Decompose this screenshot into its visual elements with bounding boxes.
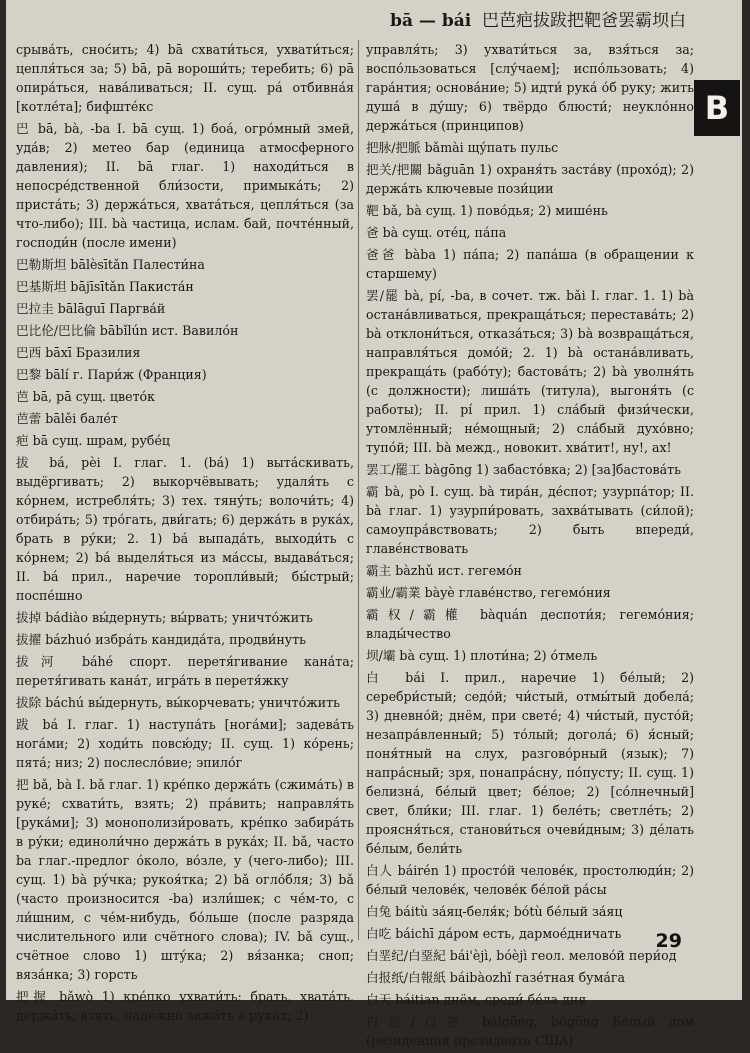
dictionary-entry: 巴基斯坦 bājīsītǎn Пакиста́н [16,279,194,294]
right-column [366,40,694,1053]
dictionary-entry: 白报纸/白報紙 báibàozhǐ газе́тная бума́га [366,970,625,985]
dictionary-entry: управля́ть; 3) ухвати́ться за, взя́ться за; воспо́льзоваться [слу́чаем]; испо́льзовать; 4) гара́нтия; основа́ние; 5) идти́ рука́ о́б руку; жить душа́ в ду́шу; 6) твёрдо блюсти́; неукло́нно держа́ться (принципов) [366,42,694,133]
dictionary-entry: 罢工/罷工 bàgōng 1) забасто́вка; 2) [за]бастова́ть [366,462,681,477]
thumb-index-tab: B [694,80,740,136]
dictionary-entry: 白兔 báitù за́яц-беля́к; bótù бе́лый за́яц [366,904,623,919]
dictionary-entry: 罢/罷 bà, pí, -ba, в сочет. тж. bǎi I. глаг. 1. 1) bà остана́вливаться, прекраща́ться; перестава́ть; 2) bà отклони́ться, отказа́ться; 3) bà возвраща́ться, направля́ться домо́й; 2. 1) bà остана́вливать, прекраща́ть (рабо́ту); бастова́ть; 2) bà уволня́ть (с должности); лиша́ть (титула), выгоня́ть (с работы); II. pí прил. 1) сла́бый физи́чески, утомлённый; не́мощный; 2) сла́бый духо́вно; тупо́й; III. bà межд., новокит. хва́тит!, ну!, ах! [366,288,694,455]
dictionary-entry: 白吃 báichī да́ром есть, дармое́дничать [366,926,622,941]
dictionary-entry: 巴 bā, bà, -ba I. bā сущ. 1) боа́, огро́мный змей, уда́в; 2) метео бар (единица атмосферного давления); II. bā глаг. 1) находи́ться в непосре́дственной бли́зости, примыка́ть; 2) приста́ть; 3) держа́ться, хвата́ться, цепля́ться (за что-либо); III. bà частица, ислам. бай, почте́нный, господи́н (после имени) [16,121,354,250]
dictionary-entry: срыва́ть, снос́ить; 4) bā схвати́ться, ухвати́ться; цепля́ться за; 5) bā, pā вороши́ть; теребить; 6) pā опира́ться, нава́ливаться; II. сущ. pá отбивна́я [котле́та]; бифште́кс [16,42,354,114]
page-number: 29 [655,930,682,952]
page-header [390,6,686,31]
dictionary-entry: 拔擢 bázhuó избра́ть кандида́та, продви́нуть [16,632,307,647]
dictionary-entry: 霸 bà, pò I. сущ. bà тира́н, де́спот; узурпа́тор; II. bà глаг. 1) узурпи́ровать, захва́тывать (си́лой); самоупра́вствовать; 2) быть впереди́, главе́нствовать [366,484,694,556]
dictionary-entry: 爸 bà сущ. оте́ц, па́па [366,225,507,240]
dictionary-entry: 霸权/霸權 bàquán деспоти́я; гегемо́ния; влады́чество [366,607,694,641]
header-characters: 巴芭疤拔跋把靶爸罢霸坝白 [482,11,686,31]
dictionary-entry: 芭 bā, pā сущ. цвето́к [16,389,155,404]
dictionary-entry: 拔河 báhé спорт. перетя́гивание кана́та; перетя́гивать кана́т, игра́ть в перетя́жку [16,654,354,688]
dictionary-entry: 巴比伦/巴比倫 bābǐlún ист. Вавило́н [16,323,239,338]
dictionary-entry: 巴西 bāxī Бразилия [16,345,141,360]
dictionary-entry: 爸爸 bàba 1) па́па; 2) папа́ша (в обращении к старшему) [366,247,694,281]
header-pinyin-range: bā — bái [390,11,472,31]
dictionary-entry: 芭蕾 bālěi бале́т [16,411,118,426]
left-column [16,40,354,1028]
dictionary-entry: 白宫/白宮 báigōng, bógōng Бе́лый дом (резиденция президента США) [366,1014,694,1048]
column-divider [358,40,359,940]
dictionary-entry: 白 bái I. прил., наречие 1) бе́лый; 2) серебри́стый; седо́й; чи́стый, отмы́тый добела́; 3) дневно́й; днём, при свете́; 4) чи́стый, пусто́й; незапра́вленный; 5) то́лый; догола́; 6) я́сный; поня́тный на слух, разгово́рный (язык); 7) напра́сный; зря, понапра́сну, по́пусту; II. сущ. 1) белизна́, бе́лый цвет; бе́лое; 2) [со́лнечный] свет, бли́ки; III. глаг. 1) беле́ть; светле́ть; 2) проясня́ться, станови́ться очеви́дным; 3) де́лать бе́лым, бели́ть [366,670,694,856]
dictionary-entry: 把 bǎ, bà I. bǎ глаг. 1) кре́пко держа́ть (сжима́ть) в руке́; схвати́ть, взять; 2) пра́вить; направля́ть [рука́ми]; 3) монополизи́ровать, кре́пко забира́ть в ру́ки; единоли́чно держа́ть в рука́х; II. bǎ, часто ba глаг.-предлог о́коло, во́зле, у (чего-либо); III. сущ. 1) bà ру́чка; рукоя́тка; 2) bǎ огло́бля; 3) bǎ (часто произносится -ba) изли́шек; с че́м-то, с ли́шним, с че́м-нибудь, бо́льше (после разряда числительного или счётного слова); IV. bǎ сущ., счётное слово 1) шту́ка; 2) вя́занка; сноп; вяза́нка; 3) горсть [16,777,354,982]
dictionary-entry: 白人 báirén 1) просто́й челове́к, простолюди́н; 2) бе́лый челове́к, челове́к бе́лой ра́сы [366,863,694,897]
dictionary-entry: 靶 bǎ, bà сущ. 1) пово́дья; 2) мише́нь [366,203,608,218]
dictionary-entry: 白天 báitian днём, среди́ бе́ла дня [366,992,587,1007]
dictionary-entry: 把关/把關 bǎguān 1) охраня́ть заста́ву (прохо́д); 2) держа́ть ключевые пози́ции [366,162,694,196]
dictionary-entry: 巴黎 bālí г. Пари́ж (Франция) [16,367,207,382]
dictionary-entry: 把脉/把脈 bǎmài щу́пать пульс [366,140,559,155]
dictionary-entry: 霸主 bàzhǔ ист. гегемо́н [366,563,522,578]
dictionary-entry: 拔除 báchú вы́дернуть, вы́корчевать; уничто́жить [16,695,341,710]
dictionary-entry: 拔掉 bádiào вы́дернуть; вы́рвать; уничто́жить [16,610,313,625]
dictionary-entry: 巴勒斯坦 bālèsītǎn Палести́на [16,257,205,272]
dictionary-page [6,0,742,1048]
dictionary-entry: 白垩纪/白堊紀 bái'èjì, bóèjì геол. мелово́й пери́од [366,948,677,963]
dictionary-entry: 拔 bá, pèi I. глаг. 1. (bá) 1) выта́скивать, выдёргивать; 2) выкорчёвывать; удаля́ть с ко́рнем, истребля́ть; 3) тех. тяну́ть; волочи́ть; 4) отбира́ть; 5) тро́гать, дви́гать; 6) держа́ть в рука́х, брать в ру́ки; 2. 1) bá выпада́ть, выходи́ть с ко́рнем; 2) bá выделя́ться из ма́ссы, выдава́ться; II. bá прил., наречие торопли́вый; бы́стрый; поспе́шно [16,455,354,603]
dictionary-entry: 霸业/霸業 bàyè главе́нство, гегемо́ния [366,585,611,600]
dictionary-entry: 把握 bǎwò 1) кре́пко ухвати́ть; брать, хвата́ть, держа́ть; взять, наде́жно зажа́ть в рука́х; 2) [16,989,354,1023]
dictionary-entry: 巴拉圭 bālāguī Паргва́й [16,301,166,316]
dictionary-entry: 坝/壩 bà сущ. 1) плоти́на; 2) о́тмель [366,648,598,663]
dictionary-entry: 疤 bā сущ. шрам, рубе́ц [16,433,171,448]
dictionary-entry: 跋 bá I. глаг. 1) наступа́ть [нога́ми]; задева́ть нога́ми; 2) ходи́ть повсю́ду; II. сущ. 1) ко́рень; пята́; низ; 2) послесло́вие; эпило́г [16,717,354,770]
